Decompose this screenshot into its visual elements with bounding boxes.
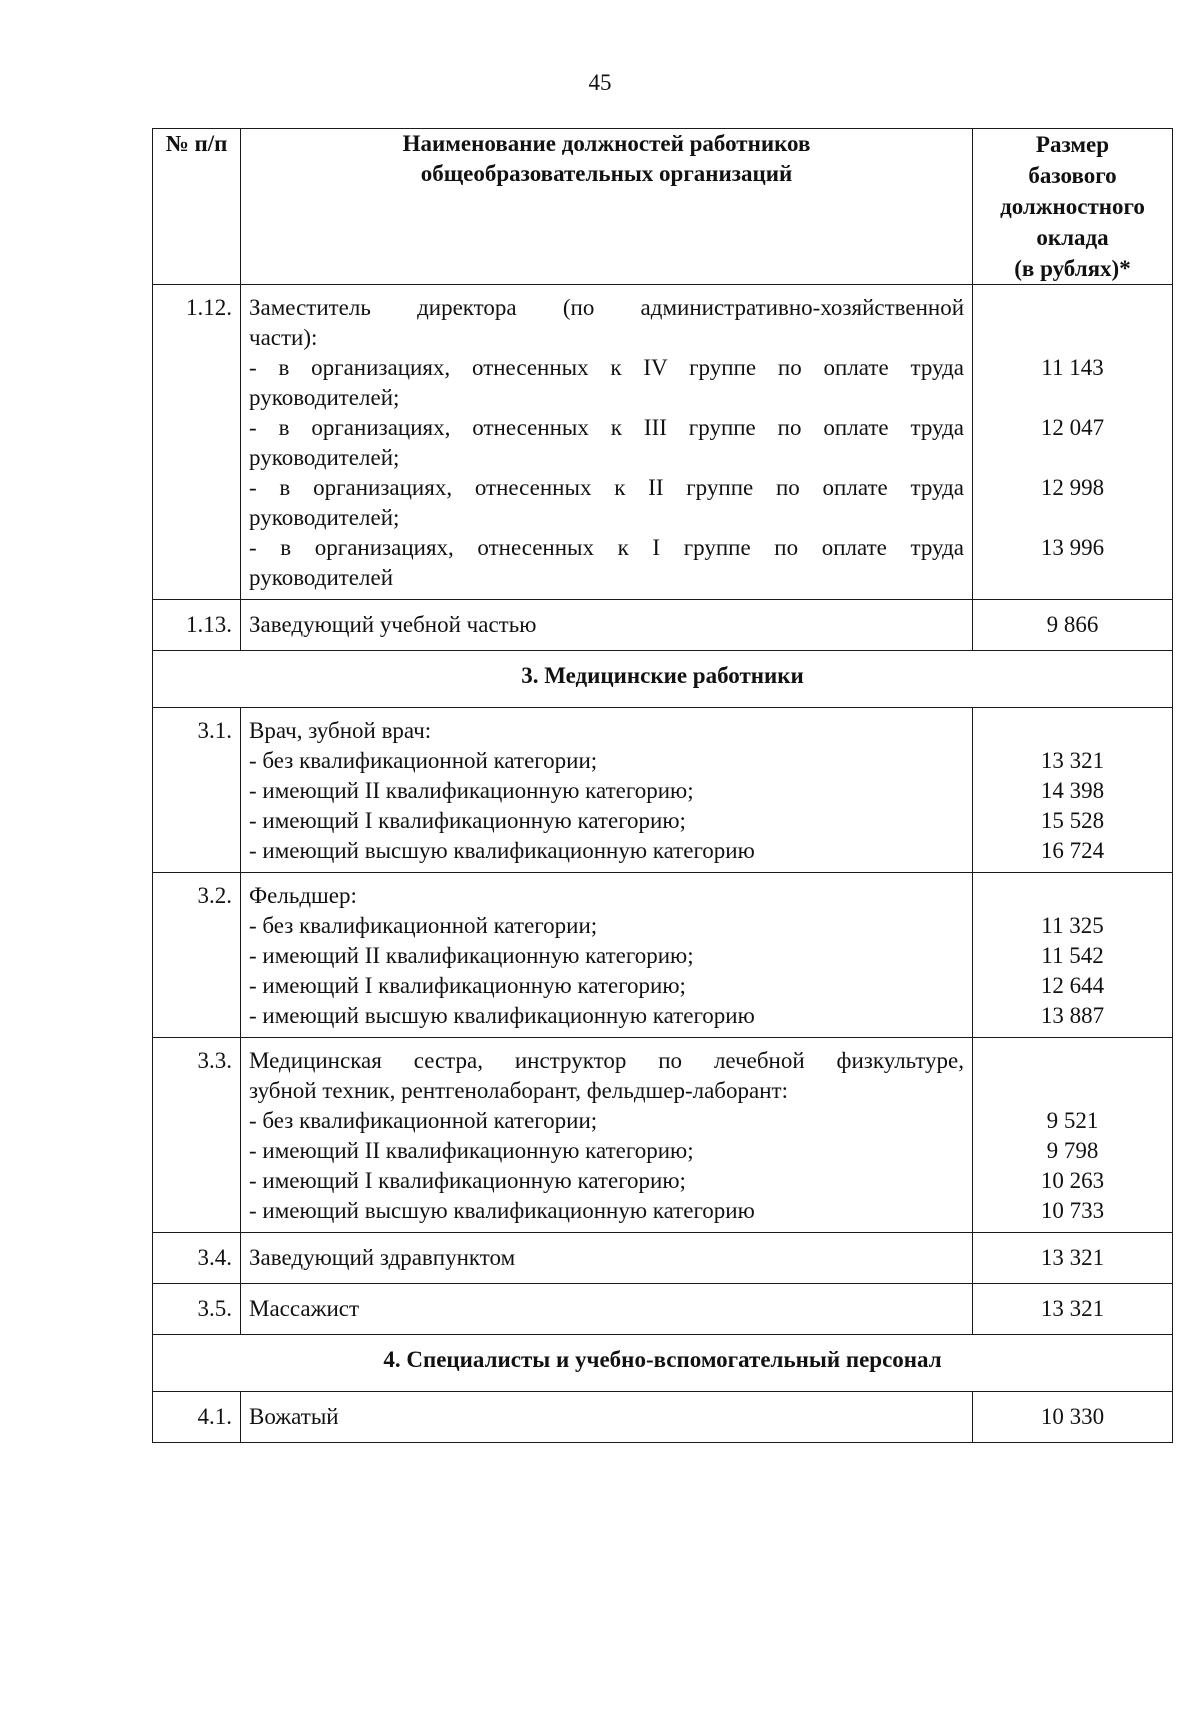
section-title: 3. Медицинские работники: [153, 651, 1173, 708]
section-row: [153, 1335, 1173, 1392]
row-values: 13 321 14 398 15 528 16 724: [973, 708, 1173, 873]
row-name: Заместитель директора (по административно-хозяйственной части): - в организациях, отнесенных к IV группе по оплате труда руководителей; - в организациях, отнесенных к III группе по оплате труда руководителей; - в организациях, отнесенных к II группе по оплате труда руководителей; - в организациях, отнесенных к I группе по оплате труда руководителей: [241, 285, 973, 600]
row-name: Фельдшер: - без квалификационной категории; - имеющий II квалификационную категорию; - имеющий I квалификационную категорию; - имеющий высшую квалификационную категорию: [241, 873, 973, 1038]
row-number: 4.1.: [153, 1392, 241, 1443]
header-value: Размер базового должностного оклада (в рублях)*: [973, 129, 1173, 285]
row-number: 1.13.: [153, 600, 241, 651]
page-number: 45: [588, 70, 612, 95]
row-number: 3.5.: [153, 1284, 241, 1335]
section-title: 4. Специалисты и учебно-вспомогательный персонал: [153, 1335, 1173, 1392]
row-name: Массажист: [241, 1284, 973, 1335]
table-row: [153, 1233, 1173, 1284]
table-row: [153, 285, 1173, 600]
table-header-row: [153, 129, 1173, 285]
row-values: 9 521 9 798 10 263 10 733: [973, 1038, 1173, 1233]
table-row: [153, 1392, 1173, 1443]
table-row: [153, 1284, 1173, 1335]
row-value: 13 321: [973, 1284, 1173, 1335]
table-row: [153, 1038, 1173, 1233]
row-values: 11 325 11 542 12 644 13 887: [973, 873, 1173, 1038]
row-number: 3.4.: [153, 1233, 241, 1284]
row-name: Заведующий здравпунктом: [241, 1233, 973, 1284]
row-number: 1.12.: [153, 285, 241, 600]
row-number: 3.3.: [153, 1038, 241, 1233]
row-value: 9 866: [973, 600, 1173, 651]
table-row: [153, 708, 1173, 873]
row-value: 13 321: [973, 1233, 1173, 1284]
table-row: [153, 873, 1173, 1038]
row-values: 11 143 12 047 12 998 13 996: [973, 285, 1173, 600]
row-name: Медицинская сестра, инструктор по лечебной физкультуре, зубной техник, рентгенолаборант, фельдшер-лаборант: - без квалификационной категории; - имеющий II квалификационную категорию; - имеющий I квалификационную категорию; - имеющий высшую квалификационную категорию: [241, 1038, 973, 1233]
row-name: Вожатый: [241, 1392, 973, 1443]
header-name: Наименование должностей работников общеобразовательных организаций: [241, 129, 973, 285]
row-number: 3.1.: [153, 708, 241, 873]
row-name: Врач, зубной врач: - без квалификационной категории; - имеющий II квалификационную категорию; - имеющий I квалификационную категорию; - имеющий высшую квалификационную категорию: [241, 708, 973, 873]
table-row: [153, 600, 1173, 651]
header-num: № п/п: [153, 129, 241, 285]
row-number: 3.2.: [153, 873, 241, 1038]
salary-table: [152, 128, 1173, 1443]
row-value: 10 330: [973, 1392, 1173, 1443]
row-name: Заведующий учебной частью: [241, 600, 973, 651]
section-row: [153, 651, 1173, 708]
